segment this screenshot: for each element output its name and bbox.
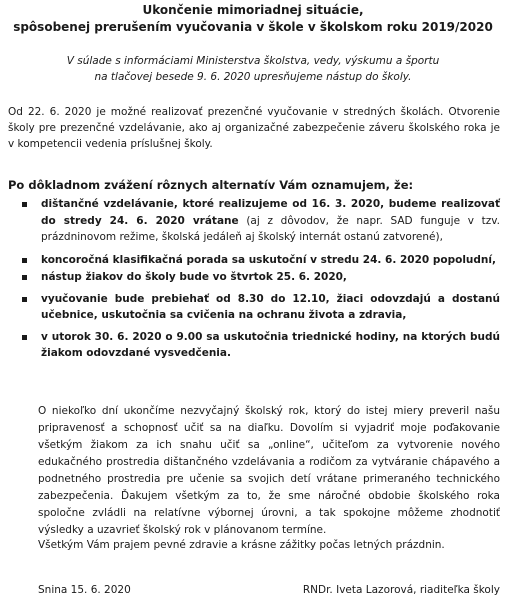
bullet-marker-icon (22, 275, 27, 280)
wishes-paragraph: Všetkým Vám prajem pevné zdravie a krásne zážitky počas letných prázdnin. (38, 539, 445, 551)
list-item-bold-text: nástup žiakov do školy bude vo štvrtok 25. 6. 2020, (41, 271, 347, 283)
list-item-bold-text: v utorok 30. 6. 2020 o 9.00 sa uskutočnia triednické hodiny, na ktorých budú žiakom odovzdané vysvedčenia. (41, 330, 500, 359)
list-item (8, 329, 500, 362)
signature: RNDr. Iveta Lazorová, riaditeľka školy (302, 584, 500, 596)
intro-paragraph: Od 22. 6. 2020 je možné realizovať prezenčné vyučovanie v stredných školách. Otvorenie školy pre prezenčné vzdelávanie, ako aj organizačné zabezpečenie záveru školského roka je v kompetencii vedenia príslušnej školy. (8, 106, 500, 150)
bullet-marker-icon (22, 258, 27, 263)
bullet-marker-icon (22, 202, 27, 207)
place-and-date: Snina 15. 6. 2020 (38, 584, 131, 596)
list-item (8, 291, 500, 324)
list-item-bold-text: dištančné vzdelávanie, ktoré realizujeme od 16. 3. 2020, budeme realizovať do stredy 24. 6. 2020 vrátane (41, 198, 500, 227)
bullet-marker-icon (22, 297, 27, 302)
list-item-bold-text: koncoročná klasifikačná porada sa uskutoční v stredu 24. 6. 2020 popoludní, (41, 253, 496, 266)
document-subtitle-line-2: na tlačovej besede 9. 6. 2020 upresňujeme nástup do školy. (94, 71, 412, 83)
announcement-lead: Po dôkladnom zvážení rôznych alternatív Vám oznamujem, že: (8, 178, 414, 192)
list-item (8, 252, 500, 269)
list-item-bold-text: vyučovanie bude prebiehať od 8.30 do 12.10, žiaci odovzdajú a dostanú učebnice, uskutočnia sa cvičenia na ochranu života a zdravia, (41, 292, 500, 321)
bullet-marker-icon (22, 335, 27, 340)
list-item (8, 269, 500, 286)
list-item-text: (aj z dôvodov, že napr. SAD funguje v tzv. prázdninovom režime, školská jedáleň aj školský internát ostanú zatvorené), (41, 214, 500, 243)
closing-paragraph: O niekoľko dní ukončíme nezvyčajný školský rok, ktorý do istej miery preveril našu pripravenosť a schopnosť učiť sa na diaľku. Dovolím si vyjadriť moje poďakovanie všetkým žiakom za ich snahu učiť sa „online“, učiteľom za vytvorenie nového edukačného prostredia dištančného vzdelávania a rodičom za vytváranie chápavého a podnetného prostredia pre učenie sa svojich detí vrátane primeraného technického zabezpečenia. Ďakujem všetkým za to, že sme náročné obdobie školského roka spoločne zvládli na relatívne výbornej úrovni, a tak spokojne môžeme zhodnotiť výsledky a uzavrieť školský rok v plánovanom termíne. (38, 405, 500, 536)
document-title-line-1: Ukončenie mimoriadnej situácie, (142, 3, 364, 17)
announcement-list (8, 196, 500, 362)
document-title-line-2: spôsobenej prerušením vyučovania v škole v školskom roku 2019/2020 (13, 20, 493, 34)
document-subtitle-line-1: V súlade s informáciami Ministerstva školstva, vedy, výskumu a športu (66, 55, 440, 67)
list-item (8, 196, 500, 246)
